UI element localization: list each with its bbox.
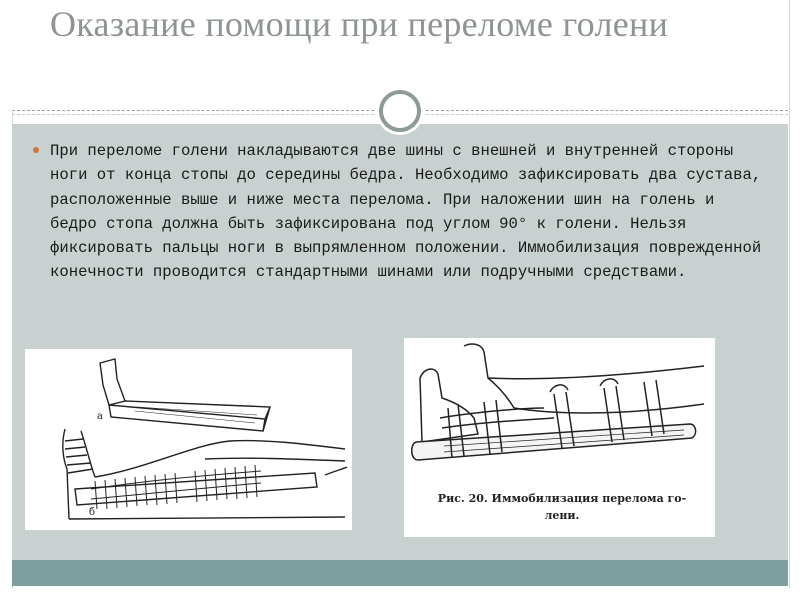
immobilization-drawing (404, 338, 715, 488)
bottom-bar (12, 560, 788, 586)
caption-line-1: Рис. 20. Иммобилизация перелома го- (437, 492, 687, 505)
label-b: б (89, 507, 96, 518)
slide-title: Оказание помощи при переломе голени (50, 4, 669, 44)
splint-illustration-left (25, 349, 352, 530)
bullet-icon (33, 147, 39, 153)
slide-body-text: При переломе голени накладываются две шины с внешней и внутренней стороны ноги от конца стопы до середины бедра. Необходимо зафиксировать два сустава, расположенные выше и ниже места перелома. При наложении шин на голень и бедро стопа должна быть зафиксирована под углом 90° к голени. Нельзя фиксировать пальцы ноги в выпрямленном положении. Иммобилизация поврежденной конечности проводится стандартными шинами или подручными средствами. (50, 142, 762, 282)
figure-caption (412, 490, 712, 524)
immobilization-illustration-right (404, 338, 715, 537)
ring-ornament-icon (379, 90, 421, 132)
label-a: а (97, 411, 103, 422)
caption-line-2: лени. (544, 509, 580, 522)
splint-drawing (25, 349, 352, 530)
